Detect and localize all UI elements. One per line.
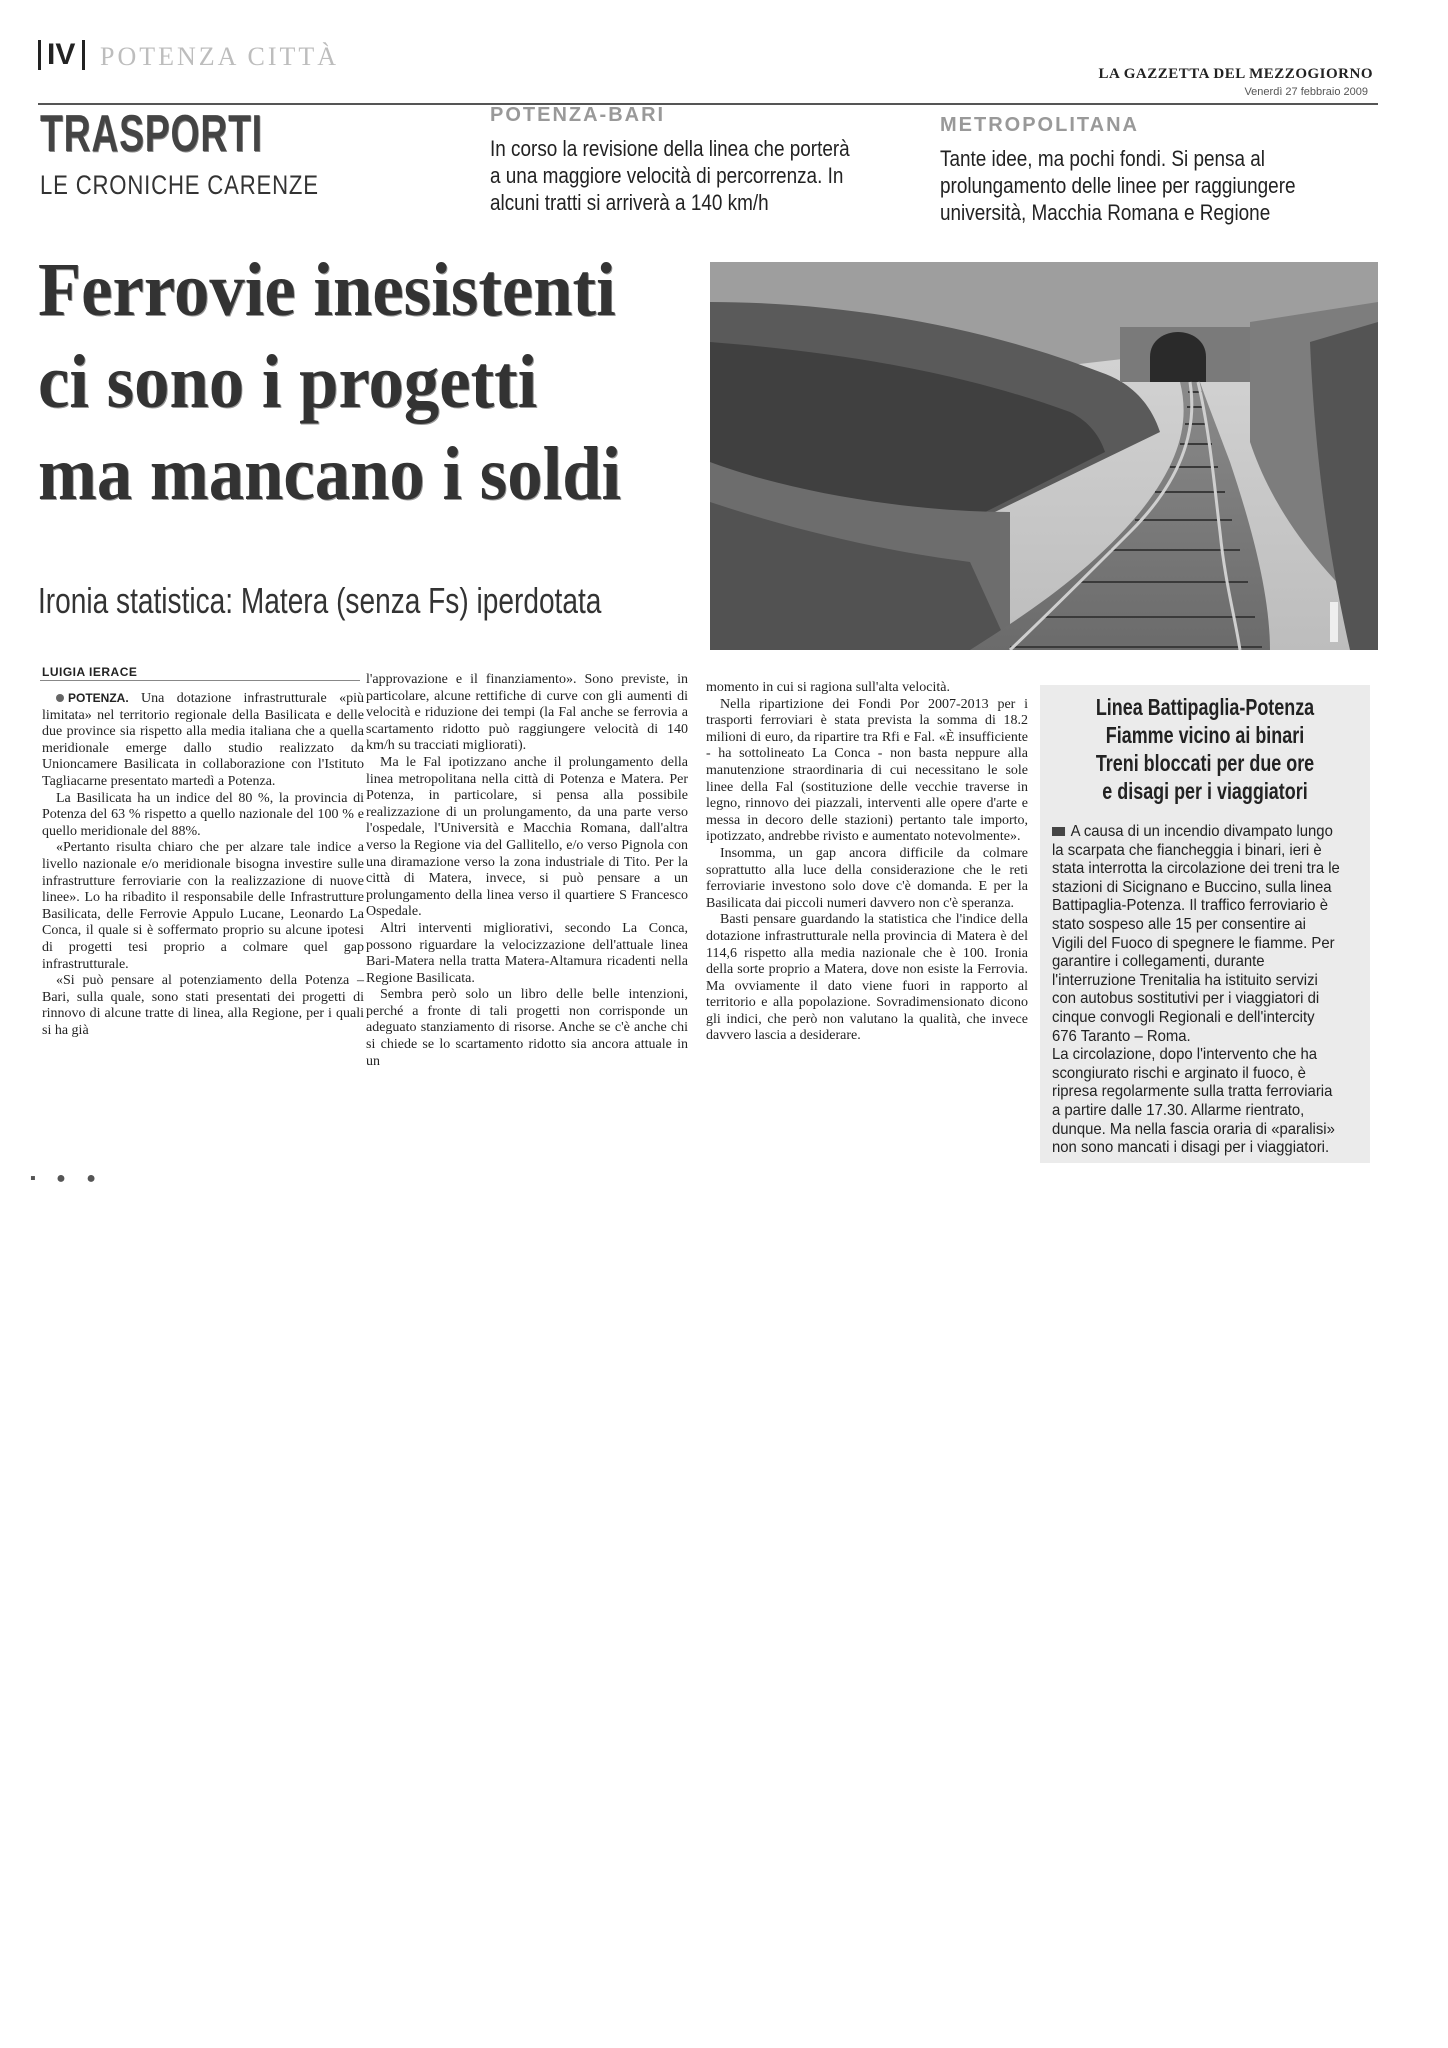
sidebar-title-line: Linea Battipaglia-Potenza — [1095, 694, 1315, 720]
headline-line: Ferrovie inesistenti — [38, 248, 616, 332]
section-label: POTENZA CITTÀ — [100, 42, 340, 71]
sidebar-paragraph — [1052, 823, 1340, 1046]
teaser-heading: METROPOLITANA — [940, 114, 1139, 136]
paragraph-text: A causa di un incendio divampato lungo la scarpata che fiancheggia i binari, ieri è stata interrotta la circolazione dei treni tra le stazioni di Sicignano e Buccino, sulla linea Battipaglia-Potenza. Il traffico ferroviario è stato sospeso alle 15 per consentire ai Vigili del Fuoco di spegnere le fiamme. Per garantire i collegamenti, durante l'interruzione Trenitalia ha istituito servizi con autobus sostitutivi per i viaggiatori di cinque convogli Regionali e dell'intercity 676 Taranto – Roma. — [1052, 823, 1340, 1045]
teaser-line: prolungamento delle linee per raggiungere — [940, 173, 1296, 198]
article-column-1 — [42, 690, 364, 1039]
article-paragraph: Altri interventi migliorativi, secondo La Conca, possono riguardare la velocizzazione dell'attuale linea Bari-Matera nella tratta Matera-Altamura ricadenti nella Regione Basilicata. — [366, 920, 688, 986]
page-footer-marks: ▪ ● ● — [30, 1170, 104, 1187]
article-dateline: POTENZA. — [68, 691, 129, 705]
sidebar-title-line: Fiamme vicino ai binari — [1105, 722, 1305, 748]
sidebar-title-line: Treni bloccati per due ore — [1095, 750, 1315, 776]
sidebar-box — [1040, 685, 1370, 1163]
teaser-line: università, Macchia Romana e Regione — [940, 200, 1271, 225]
article-byline: LUIGIA IERACE — [42, 665, 138, 679]
article-paragraph: Ma le Fal ipotizzano anche il prolungamento della linea metropolitana nella città di Potenza e Matera. Per Potenza, in particolare, si pensa alla possibile realizzazione di un prolungamento, da una parte verso l'ospedale, l'Università e Macchia Romana, dall'altra verso la Regione via del Gallitello, e/o verso Pignola con una diramazione verso la zona industriale di Tito. Per la città di Matera, invece, si può pensare a un prolungamento della linea verso il quartiere S Francesco Ospedale. — [366, 754, 688, 920]
teaser-text — [490, 135, 890, 216]
teaser-line: In corso la revisione della linea che porterà — [490, 136, 850, 161]
sidebar-paragraph: La circolazione, dopo l'intervento che ha scongiurato rischi e arginato il fuoco, è ripresa regolarmente sulla tratta ferroviaria a partire dalle 17.30. Allarme rientrato, dunque. Ma nella fascia oraria di «paralisi» non sono mancati i disagi per i viaggiatori. — [1052, 1046, 1335, 1157]
article-column-2 — [366, 672, 688, 1070]
section-kicker: TRASPORTI — [40, 105, 263, 163]
sidebar-title — [1040, 693, 1370, 805]
teaser-line: Tante idee, ma pochi fondi. Si pensa al — [940, 146, 1266, 171]
article-paragraph: Sembra però solo un libro delle belle intenzioni, perché a fronte di tali progetti non corrisponde un adeguato stanziamento di risorse. Anche se c'è anche chi si chiede se lo scartamento ridotto sia ancora attuale in un — [366, 987, 688, 1069]
article-paragraph: «Pertanto risulta chiaro che per alzare tale indice a livello nazionale e/o meridionale bisogna investire sulle infrastrutture ferroviarie con la realizzazione di nuove linee». Lo ha ribadito il responsabile delle Infrastrutture Basilicata, delle Ferrovie Appulo Lucane, Leonardo La Conca, il quale si è soffermato proprio su alcune ipotesi di progetti tesi proprio a colmare quel gap infrastrutturale. — [42, 840, 364, 972]
teaser-text — [940, 145, 1340, 226]
article-paragraph: Basti pensare guardando la statistica che l'indice della dotazione infrastrutturale nella provincia di Matera è del 114,6 rispetto alla media nazionale che è 100. Ironia della sorte proprio a Matera, dove non esiste la Ferrovia. Ma ovviamente il dato viene fuori in rapporto al territorio e alla popolazione. Sovradimensionato dicono gli indici, che però non valutano la qualità, che invece davvero lascia a desiderare. — [706, 912, 1028, 1044]
headline-line: ma mancano i soldi — [38, 432, 622, 516]
section-kicker-subtitle: LE CRONICHE CARENZE — [40, 170, 319, 200]
sidebar-body — [1052, 823, 1340, 1158]
sidebar-title-line: e disagi per i viaggiatori — [1102, 778, 1308, 804]
article-headline — [38, 244, 689, 520]
page-number: IV — [38, 40, 75, 70]
teaser-line: alcuni tratti si arriverà a 140 km/h — [490, 190, 769, 215]
teaser-heading: POTENZA-BARI — [490, 104, 666, 126]
article-paragraph: momento in cui si ragiona sull'alta velocità. — [706, 680, 950, 695]
article-subhead: Ironia statistica: Matera (senza Fs) iperdotata — [38, 580, 602, 621]
bullet-icon — [56, 694, 64, 702]
masthead: LA GAZZETTA DEL MEZZOGIORNO — [1098, 66, 1373, 82]
article-paragraph: l'approvazione e il finanziamento». Sono previste, in particolare, alcune rettifiche di curve con gli aumenti di velocità e riduzione dei tempi (la Fal anche se ferrovia a scartamento ridotto può raggiungere velocità di 140 km/h su tracciati migliorati). — [366, 672, 688, 754]
square-bullet-icon — [1052, 827, 1065, 836]
teaser-line: a una maggiore velocità di percorrenza. In — [490, 163, 844, 188]
article-paragraph: Insomma, un gap ancora difficile da colmare soprattutto alla luce della considerazione che le reti ferroviarie investono solo dove c'è domanda. E per la Basilicata dai piccoli numeri davvero non c'è speranza. — [706, 845, 1028, 911]
article-paragraph: Nella ripartizione dei Fondi Por 2007-2013 per i trasporti ferroviari è stata prevista la somma di 18.2 milioni di euro, da ripartire tra Rfi e Fal. «È insufficiente - ha sottolineato La Conca - non basta neppure alla manutenzione straordinaria di cui necessitano le sole linee della Fal (sostituzione delle vecchie traverse in legno, rinnovo dei piazzali, interventi alle opere d'arte e messa in decoro delle stazioni) pertanto tale importo, ipotizzato, andrebbe rivisto e aumentato notevolmente». — [706, 696, 1028, 845]
byline-rule — [40, 680, 360, 681]
article-column-3 — [706, 680, 1028, 1045]
article-paragraph: La Basilicata ha un indice del 80 %, la provincia di Potenza del 63 % rispetto a quello nazionale del 100 % e quello meridionale del 88%. — [42, 790, 364, 839]
article-paragraph — [42, 690, 364, 791]
paragraph-text: Una dotazione infrastrutturale «più limitata» nel territorio regionale della Basilicata e delle due province sia rispetto alla media italiana che a quella meridionale emerge dallo studio realizzato da Unioncamere Basilicata in collaborazione con l'Istituto Tagliacarne presentato martedì a Potenza. — [42, 691, 364, 789]
issue-date: Venerdì 27 febbraio 2009 — [1244, 86, 1368, 98]
article-paragraph: «Si può pensare al potenziamento della Potenza – Bari, sulla quale, sono stati presentati dei progetti di rinnovo di alcune tratte di linea, alla Regione, per i quali si ha già — [42, 973, 364, 1038]
headline-line: ci sono i progetti — [38, 340, 538, 424]
railway-photo — [710, 262, 1378, 650]
